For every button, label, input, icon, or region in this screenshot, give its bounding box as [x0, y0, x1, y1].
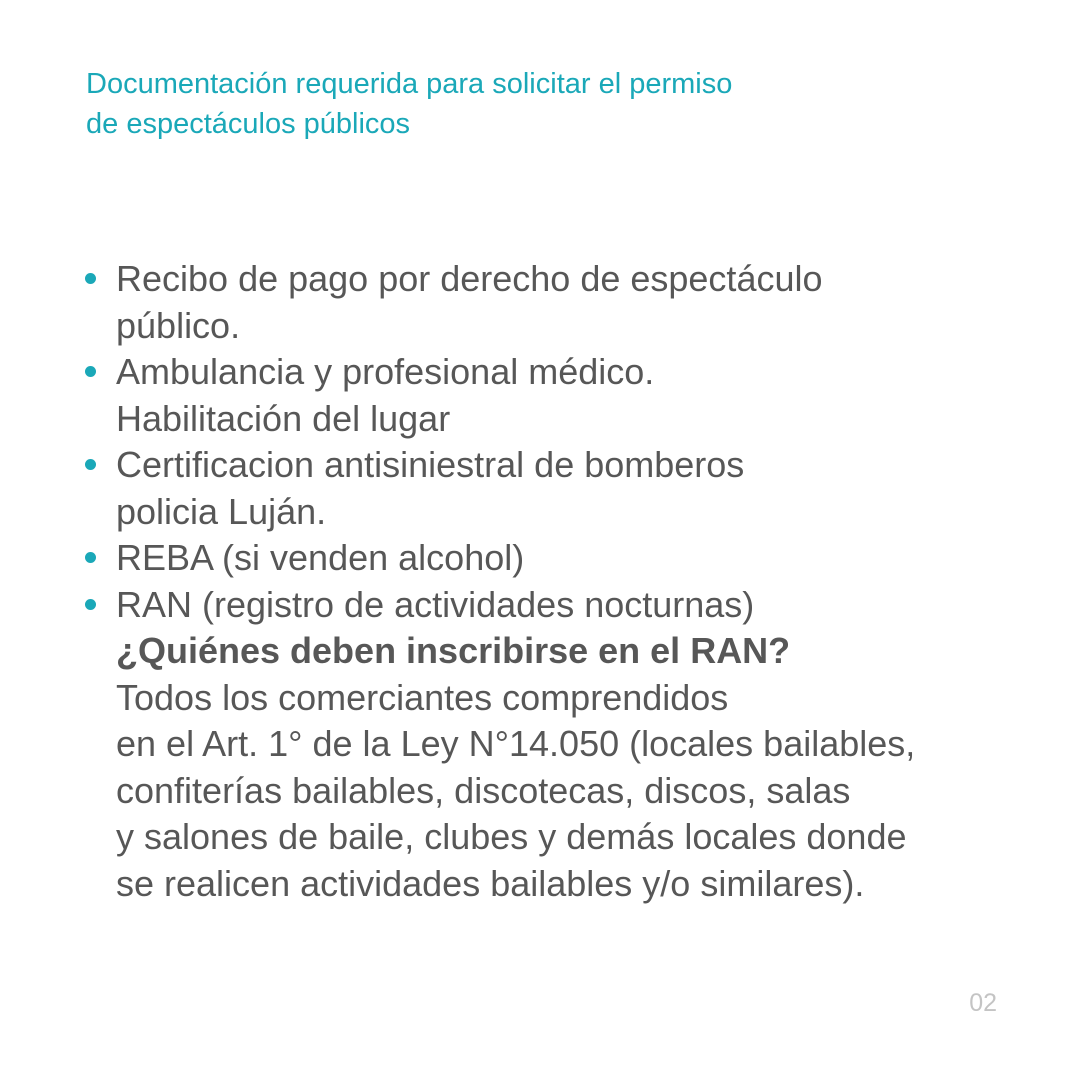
ran-answer-line: se realicen actividades bailables y/o similares).: [116, 862, 865, 904]
list-item-text: RAN (registro de actividades nocturnas): [116, 583, 755, 625]
list-item-text: Certificacion antisiniestral de bomberos: [116, 444, 745, 485]
document-title: [86, 64, 986, 144]
bullet-dot: [85, 552, 96, 563]
ran-question: ¿Quiénes deben inscribirse en el RAN?: [116, 630, 791, 671]
list-item-text: policia Luján.: [116, 490, 327, 532]
list-item-ambulancia: [84, 349, 1044, 442]
title-line: Documentación requerida para solicitar el permiso: [86, 68, 733, 100]
ran-answer-line: y salones de baile, clubes y demás locales donde: [116, 816, 907, 857]
list-item-text: Recibo de pago por derecho de espectáculo: [116, 258, 823, 299]
ran-answer-line: Todos los comerciantes comprendidos: [116, 676, 729, 718]
bullet-dot: [85, 273, 96, 284]
bullet-dot: [85, 366, 96, 377]
list-item-text: Ambulancia y profesional médico.: [116, 351, 655, 392]
title-line: de espectáculos públicos: [86, 108, 411, 140]
bullet-dot: [85, 459, 96, 470]
list-item-text: público.: [116, 304, 241, 346]
bullet-dot: [85, 599, 96, 610]
ran-answer-line: en el Art. 1° de la Ley N°14.050 (locales bailables,: [116, 723, 916, 764]
list-item-certificacion: [84, 442, 1044, 535]
list-item-recibo: [84, 256, 1044, 349]
list-item-ran: [84, 582, 1044, 908]
requirements-list: [84, 256, 1044, 907]
page-number: 02: [969, 989, 997, 1017]
list-item-text: REBA (si venden alcohol): [116, 537, 525, 578]
list-item-text: Habilitación del lugar: [116, 397, 451, 439]
ran-answer-line: confiterías bailables, discotecas, discos, salas: [116, 769, 851, 811]
list-item-reba: [84, 535, 1044, 582]
